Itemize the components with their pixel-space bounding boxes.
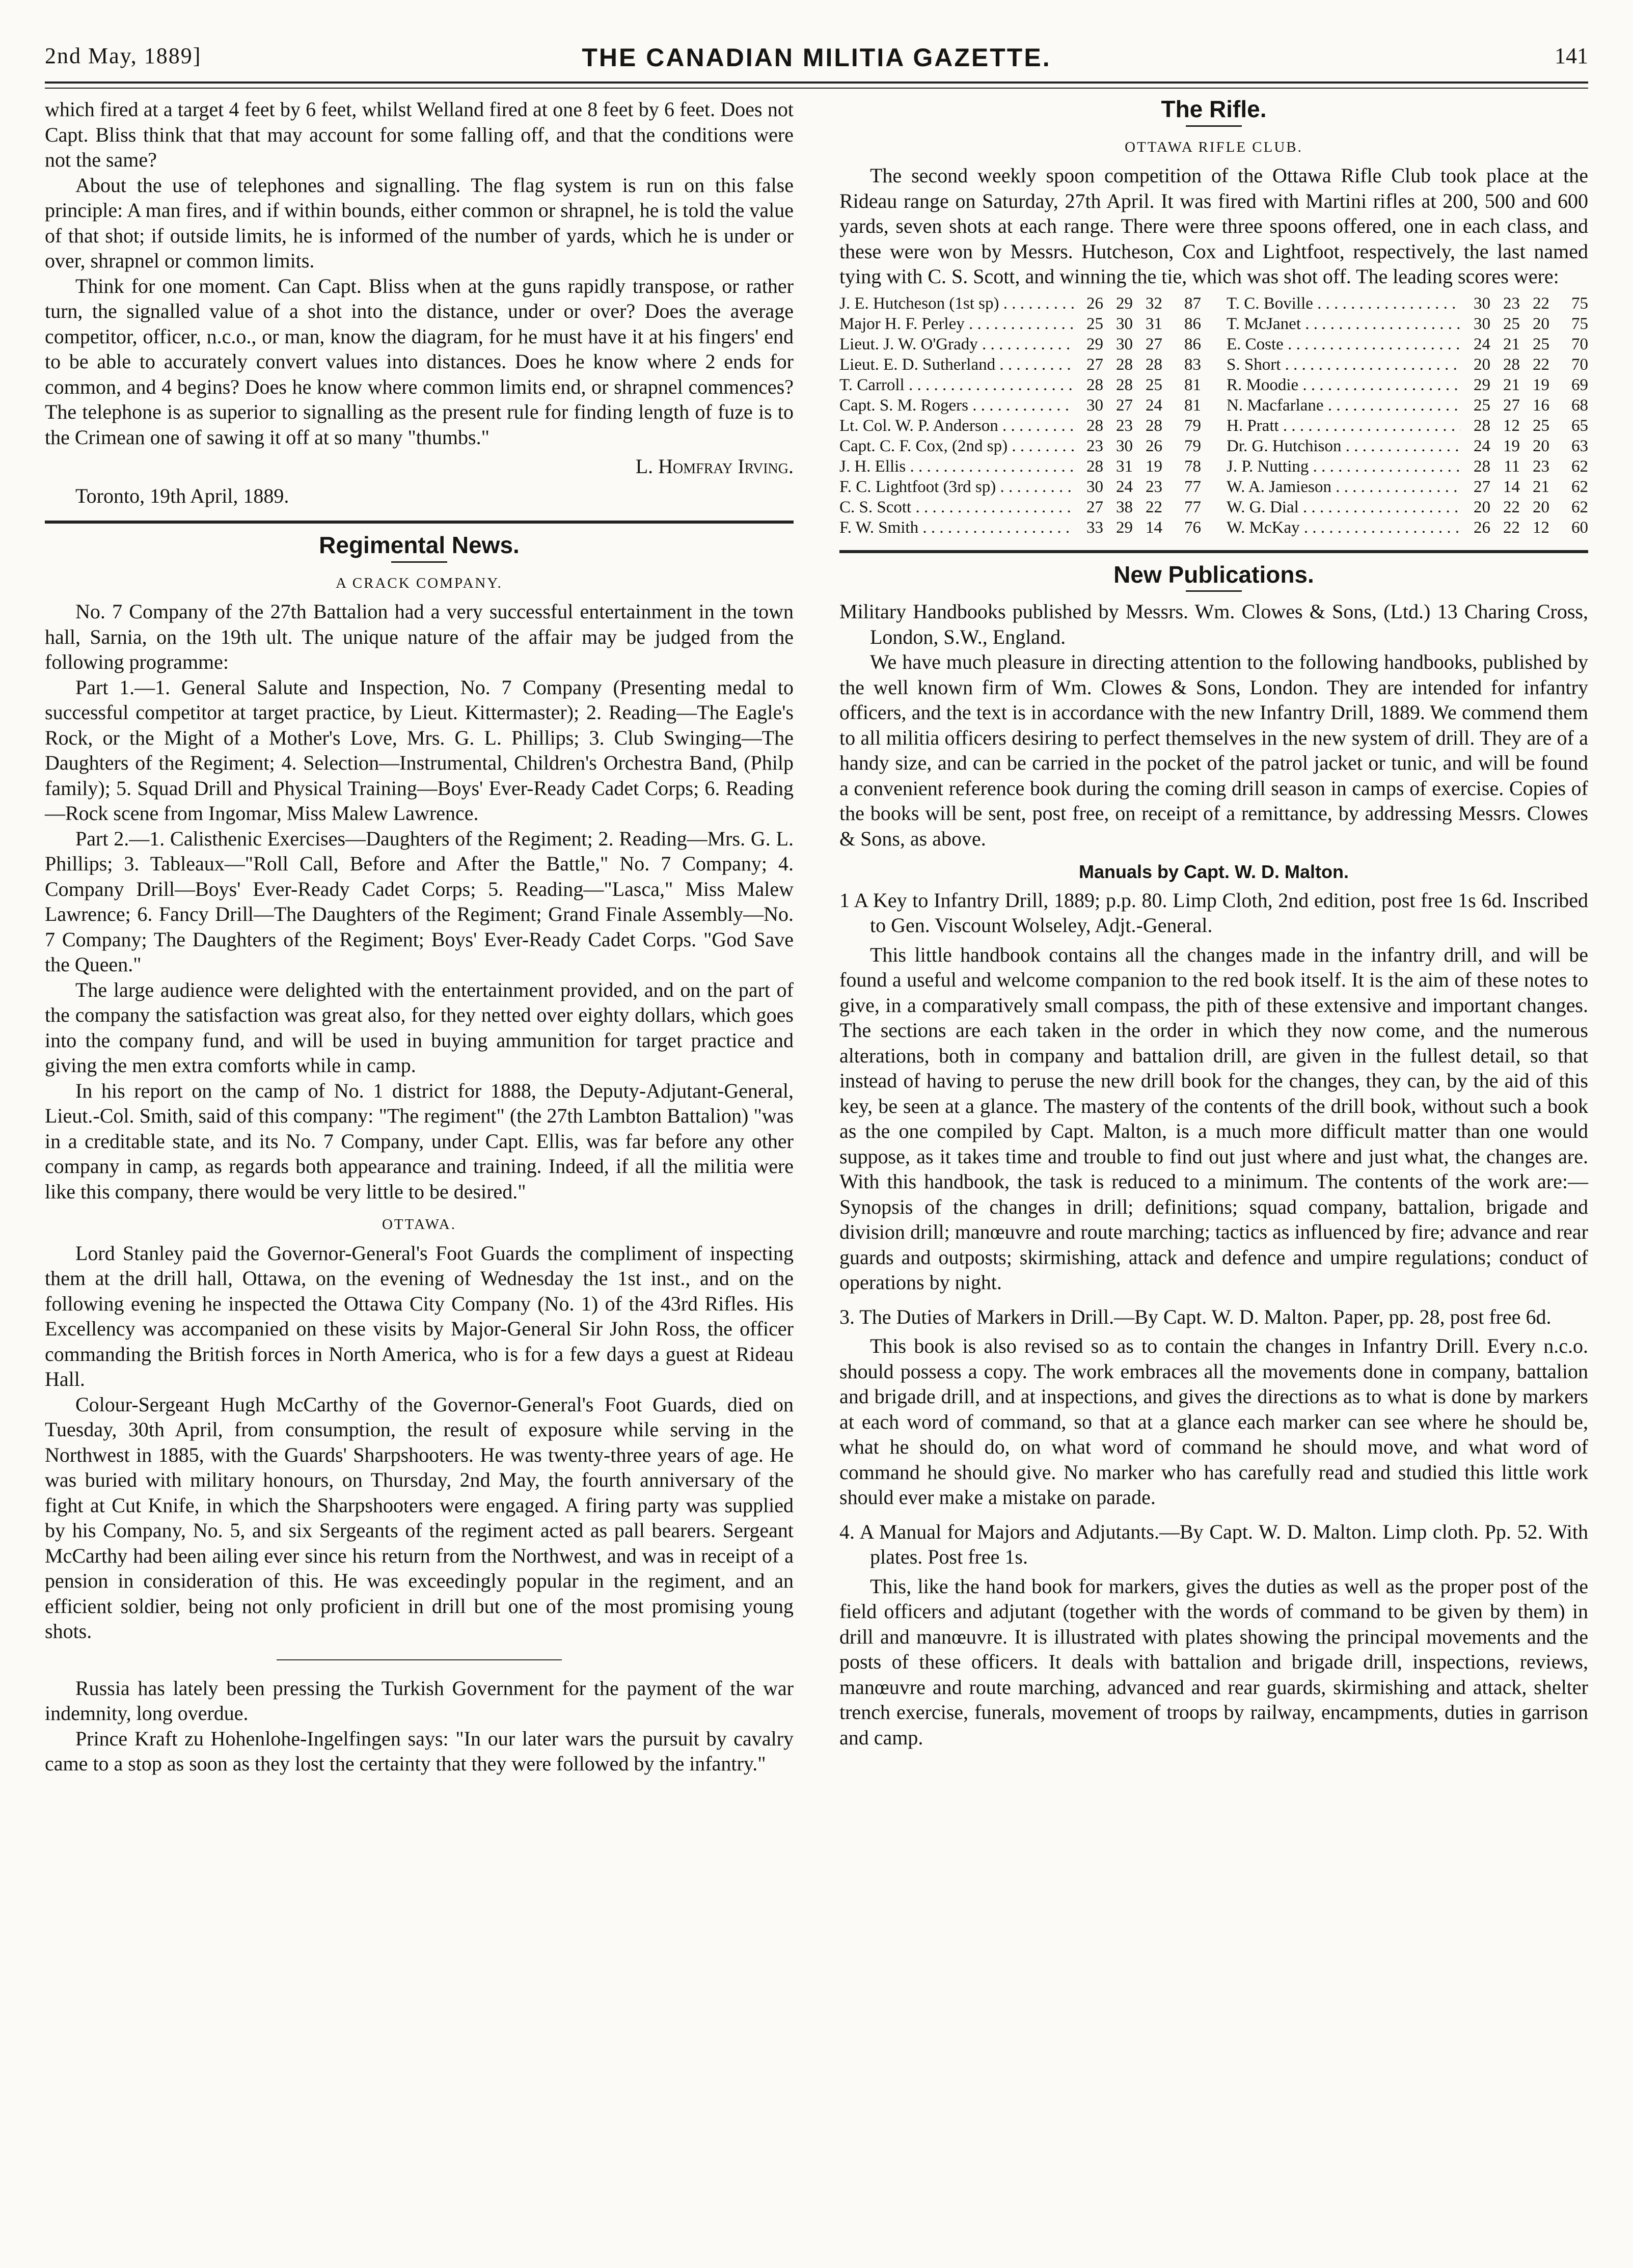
score-total: 62 xyxy=(1571,498,1588,516)
score-600: 12 xyxy=(1533,518,1549,537)
score-row xyxy=(1227,354,1588,375)
score-500: 30 xyxy=(1116,335,1133,353)
score-600: 23 xyxy=(1533,457,1549,476)
score-200: 27 xyxy=(1086,355,1103,374)
article-paragraph: No. 7 Company of the 27th Battalion had a very successful entertainment in the town hall, Sarnia, on the 19th ult. The unique nature of the affair may be judged from the following programme: xyxy=(45,600,794,673)
score-total: 65 xyxy=(1571,416,1588,435)
score-500: 23 xyxy=(1503,294,1520,313)
score-600: 16 xyxy=(1533,396,1549,415)
masthead-title: THE CANADIAN MILITIA GAZETTE. xyxy=(582,43,1051,72)
score-200: 26 xyxy=(1474,518,1490,537)
score-row xyxy=(1227,517,1588,538)
score-500: 38 xyxy=(1116,498,1133,516)
score-total: 77 xyxy=(1184,498,1201,516)
header-rule-thick xyxy=(45,81,1588,84)
score-total: 62 xyxy=(1571,477,1588,496)
score-row xyxy=(839,334,1201,354)
score-500: 24 xyxy=(1116,477,1133,496)
score-total: 63 xyxy=(1571,436,1588,455)
article-paragraph: The large audience were delighted with the entertainment provided, and on the part of the company the satisfaction was great also, for they netted over eighty dollars, which goes into the company fund, and will be used in buying ammunition for target practice and giving the men extra comforts while in camp. xyxy=(45,978,794,1077)
score-row xyxy=(1227,395,1588,416)
shooter-name: F. W. Smith . . . xyxy=(839,517,1074,538)
score-total: 62 xyxy=(1571,457,1588,476)
subhead-crack-company: A CRACK COMPANY. xyxy=(336,575,503,591)
score-row xyxy=(839,497,1201,517)
score-600: 24 xyxy=(1146,396,1162,415)
letter-signature: L. Homfray Irving. xyxy=(635,455,794,478)
score-row xyxy=(839,436,1201,456)
score-total: 60 xyxy=(1571,518,1588,537)
section-title-rifle: The Rifle. xyxy=(1161,96,1267,122)
score-200: 28 xyxy=(1474,457,1490,476)
shooter-name: H. Pratt . . . xyxy=(1227,416,1461,436)
shooter-name: T. C. Boville . . . xyxy=(1227,293,1461,314)
score-200: 28 xyxy=(1474,416,1490,435)
score-600: 25 xyxy=(1533,416,1549,435)
score-total: 86 xyxy=(1184,314,1201,333)
score-500: 25 xyxy=(1503,314,1520,333)
right-column xyxy=(839,97,1588,1750)
score-total: 81 xyxy=(1184,375,1201,394)
book-listing: 1 A Key to Infantry Drill, 1889; p.p. 80. Limp Cloth, 2nd edition, post free 1s 6d. Inscribed to Gen. Viscount Wolseley, Adjt.-General. xyxy=(839,888,1588,937)
gazette-page xyxy=(45,40,1588,2240)
score-200: 24 xyxy=(1474,335,1490,353)
score-200: 23 xyxy=(1086,436,1103,455)
score-200: 29 xyxy=(1086,335,1103,353)
score-row xyxy=(1227,334,1588,354)
score-600: 20 xyxy=(1533,498,1549,516)
score-200: 30 xyxy=(1474,314,1490,333)
score-total: 70 xyxy=(1571,355,1588,374)
score-200: 28 xyxy=(1086,375,1103,394)
news-paragraph: Prince Kraft zu Hohenlohe-Ingelfingen says: "In our later wars the pursuit by cavalry came to a stop as soon as they lost the certainty that they were followed by the infantry." xyxy=(45,1727,794,1775)
score-total: 77 xyxy=(1184,477,1201,496)
article-separator xyxy=(277,1659,562,1660)
shooter-name: Lieut. E. D. Sutherland . . . xyxy=(839,354,1074,375)
left-column xyxy=(45,97,794,1777)
shooter-name: R. Moodie . . . xyxy=(1227,375,1461,395)
score-200: 30 xyxy=(1086,477,1103,496)
article-paragraph: Colour-Sergeant Hugh McCarthy of the Governor-General's Foot Guards, died on Tuesday, 30th April, from consumption, the result of exposure while serving in the Northwest in 1885, with the Guards' Sharpshooters. He was twenty-three years of age. He was buried with military honours, on Thursday, 2nd May, the fourth anniversary of the fight at Cut Knife, in which the Sharpshooters were engaged. A firing party was supplied by his Company, No. 5, and six Sergeants of the regiment acted as pall bearers. Sergeant McCarthy had been ailing ever since his return from the Northwest, and was in receipt of a pension in consideration of this. He was exceedingly popular in the regiment, and an efficient soldier, being not only proficient in drill but one of the most promising young shots. xyxy=(45,1392,794,1643)
subhead-ottawa-rifle-club: OTTAWA RIFLE CLUB. xyxy=(1125,139,1303,155)
score-total: 79 xyxy=(1184,436,1201,455)
score-row xyxy=(1227,456,1588,477)
score-500: 23 xyxy=(1116,416,1133,435)
shooter-name: Major H. F. Perley . . . xyxy=(839,314,1074,334)
subhead-manuals: Manuals by Capt. W. D. Malton. xyxy=(1078,861,1349,882)
score-total: 79 xyxy=(1184,416,1201,435)
score-600: 28 xyxy=(1146,416,1162,435)
score-row xyxy=(839,517,1201,538)
shooter-name: C. S. Scott . . . xyxy=(839,497,1074,517)
score-200: 24 xyxy=(1474,436,1490,455)
shooter-name: J. E. Hutcheson (1st sp) . . . xyxy=(839,293,1074,314)
page-header xyxy=(45,40,1588,86)
score-200: 28 xyxy=(1086,457,1103,476)
title-dash xyxy=(1186,590,1242,592)
score-row xyxy=(1227,497,1588,517)
article-paragraph: Lord Stanley paid the Governor-General's Foot Guards the compliment of inspecting them at the drill hall, Ottawa, on the evening of Wednesday the 1st inst., and on the following evening he inspected the Ottawa City Company (No. 1) of the 43rd Rifles. His Excellency was accompanied on these visits by Major-General Sir John Ross, the officer commanding the British forces in North America, who is for a few days a guest at Rideau Hall. xyxy=(45,1241,794,1390)
score-600: 14 xyxy=(1146,518,1162,537)
score-500: 21 xyxy=(1503,335,1520,353)
score-600: 25 xyxy=(1146,375,1162,394)
section-title-regimental: Regimental News. xyxy=(319,532,520,558)
article-paragraph: In his report on the camp of No. 1 district for 1888, the Deputy-Adjutant-General, Lieut.-Col. Smith, said of this company: "The regiment" (the 27th Lambton Battalion) "was in a creditable state, and its No. 7 Company, under Capt. Ellis, was far before any other company in camp, as regards both appearance and training. Indeed, if all the militia were like this company, there would be very little to be desired." xyxy=(45,1079,794,1203)
score-600: 20 xyxy=(1533,436,1549,455)
title-dash xyxy=(391,561,447,563)
shooter-name: T. Carroll . . . xyxy=(839,375,1074,395)
score-500: 19 xyxy=(1503,436,1520,455)
score-row xyxy=(1227,314,1588,334)
shooter-name: W. A. Jamieson . . . xyxy=(1227,477,1461,497)
publisher-line: Military Handbooks published by Messrs. Wm. Clowes & Sons, (Ltd.) 13 Charing Cross, London, S.W., England. xyxy=(839,600,1588,648)
shooter-name: S. Short . . . xyxy=(1227,354,1461,375)
letter-place-date: Toronto, 19th April, 1889. xyxy=(75,484,289,507)
score-row xyxy=(1227,436,1588,456)
article-paragraph: The second weekly spoon competition of the Ottawa Rifle Club took place at the Rideau range on Saturday, 27th April. It was fired with Martini rifles at 200, 500 and 600 yards, seven shots at each range. There were three spoons offered, one in each class, and these were won by Messrs. Hutcheson, Cox and Lightfoot, respectively, the last named tying with C. S. Scott, and winning the tie, which was shot off. The leading scores were: xyxy=(839,164,1588,288)
score-row xyxy=(839,416,1201,436)
score-600: 25 xyxy=(1533,335,1549,353)
shooter-name: J. H. Ellis . . . xyxy=(839,456,1074,477)
score-600: 23 xyxy=(1146,477,1162,496)
score-500: 22 xyxy=(1503,498,1520,516)
score-500: 11 xyxy=(1504,457,1520,476)
score-total: 81 xyxy=(1184,396,1201,415)
score-200: 26 xyxy=(1086,294,1103,313)
book-listing: 4. A Manual for Majors and Adjutants.—By Capt. W. D. Malton. Limp cloth. Pp. 52. With plates. Post free 1s. xyxy=(839,1520,1588,1568)
score-row xyxy=(1227,477,1588,497)
score-200: 28 xyxy=(1086,416,1103,435)
section-rule xyxy=(839,550,1588,553)
score-600: 19 xyxy=(1533,375,1549,394)
book-listing: 3. The Duties of Markers in Drill.—By Capt. W. D. Malton. Paper, pp. 28, post free 6d. xyxy=(839,1305,1552,1328)
shooter-name: Capt. C. F. Cox, (2nd sp) . . . xyxy=(839,436,1074,456)
shooter-name: N. Macfarlane . . . xyxy=(1227,395,1461,416)
score-600: 26 xyxy=(1146,436,1162,455)
score-total: 75 xyxy=(1571,314,1588,333)
score-500: 28 xyxy=(1116,375,1133,394)
score-row xyxy=(839,395,1201,416)
score-500: 27 xyxy=(1116,396,1133,415)
score-600: 27 xyxy=(1146,335,1162,353)
letter-paragraph: which fired at a target 4 feet by 6 feet, whilst Welland fired at one 8 feet by 6 feet. Does not Capt. Bliss think that that may account for some falling off, and that the conditions were not the same? xyxy=(45,98,794,171)
score-500: 14 xyxy=(1503,477,1520,496)
letter-paragraph: About the use of telephones and signalling. The flag system is run on this false principle: A man fires, and if within bounds, either common or shrapnel, he is told the value of that shot; if outside limits, he is informed of the number of yards, which he is under or over, shrapnel or common limits. xyxy=(45,173,794,272)
score-500: 21 xyxy=(1503,375,1520,394)
score-200: 27 xyxy=(1474,477,1490,496)
score-row xyxy=(839,477,1201,497)
score-total: 76 xyxy=(1184,518,1201,537)
article-paragraph: Part 1.—1. General Salute and Inspection, No. 7 Company (Presenting medal to successful competitor at target practice, by Lieut. Kittermaster); 2. Reading—The Eagle's Rock, or the Might of a Mother's Love, Mrs. G. L. Phillips; 3. Club Swinging—The Daughters of the Regiment; 4. Selection—Instrumental, Children's Orchestra Band, (Philp family); 5. Squad Drill and Physical Training—Boys' Ever-Ready Cadet Corps; 6. Reading—Rock scene from Ingomar, Miss Malew Lawrence. xyxy=(45,675,794,825)
score-200: 29 xyxy=(1474,375,1490,394)
shooter-name: J. P. Nutting . . . xyxy=(1227,456,1461,477)
book-description: This little handbook contains all the changes made in the infantry drill, and will be found a useful and welcome companion to the red book itself. It is the aim of these notes to give, in a comparatively small compass, the pith of these extensive and important changes. The sections are each taken in the order in which they now come, and the numerous alterations, both in company and battalion drill, are given in the fullest detail, so that instead of having to peruse the new drill book for the changes, they can, by the aid of this key, be seen at a glance. The mastery of the contents of the drill book, without such a book as the one compiled by Capt. Malton, is a much more difficult matter than one would suppose, as it takes time and trouble to find out just where and just what, the changes are. With this handbook, the task is reduced to a minimum. The contents of the work are:—Synopsis of the changes in drill; definitions; squad company, battalion, brigade and division drill; manœuvre and route marching; tactics as influenced by fire; advance and rear guards and outposts; skirmishing, attack and defence and umpire regulations; conduct of operations by night. xyxy=(839,943,1588,1294)
scores-table xyxy=(839,293,1588,538)
shooter-name: T. McJanet . . . xyxy=(1227,314,1461,334)
score-200: 25 xyxy=(1086,314,1103,333)
article-paragraph: We have much pleasure in directing attention to the following handbooks, published by the well known firm of Wm. Clowes & Sons, London. They are intended for infantry officers, and the text is in accordance with the new Infantry Drill, 1889. We commend them to all militia officers desiring to perfect themselves in the new system of drill. They are of a handy size, and can be carried in the pocket of the patrol jacket or tunic, and will be found a convenient reference book during the coming drill season in camps of exercise. Copies of the books will be sent, post free, on receipt of a remittance, by addressing Messrs. Clowes & Sons, as above. xyxy=(839,650,1588,850)
book-description: This book is also revised so as to contain the changes in Infantry Drill. Every n.c.o. should possess a copy. The work embraces all the movements done in company, battalion and brigade drill, and at inspections, and gives the directions as to what is done by markers at each word of command, so that at a glance each marker can see where he should be, what he should do, on what word of command he should move, and what word of command he should give. No marker who has carefully read and studied this little work should ever make a mistake on parade. xyxy=(839,1334,1588,1509)
shooter-name: W. McKay . . . xyxy=(1227,517,1461,538)
score-total: 68 xyxy=(1571,396,1588,415)
score-total: 87 xyxy=(1184,294,1201,313)
shooter-name: W. G. Dial . . . xyxy=(1227,497,1461,517)
letter-paragraph: Think for one moment. Can Capt. Bliss when at the guns rapidly transpose, or rather turn, the signalled value of a shot into the distance, under or over? Does the average competitor, officer, n.c.o., or man, know the diagram, for he must have it at his fingers' end to be able to accurately convert values into distances. Does he know where 2 ends for common, and 4 begins? Does he know where common limits end, or shrapnel commences? The telephone is as superior to signalling as the present rule for finding length of fuze is to the Crimean one of sawing it off at so many "thumbs." xyxy=(45,274,794,449)
score-500: 22 xyxy=(1503,518,1520,537)
score-600: 22 xyxy=(1533,294,1549,313)
score-200: 25 xyxy=(1474,396,1490,415)
score-600: 31 xyxy=(1146,314,1162,333)
score-total: 78 xyxy=(1184,457,1201,476)
score-total: 86 xyxy=(1184,335,1201,353)
score-row xyxy=(839,314,1201,334)
shooter-name: E. Coste . . . xyxy=(1227,334,1461,354)
score-500: 29 xyxy=(1116,294,1133,313)
score-500: 28 xyxy=(1116,355,1133,374)
score-600: 20 xyxy=(1533,314,1549,333)
shooter-name: Lieut. J. W. O'Grady . . . xyxy=(839,334,1074,354)
score-row xyxy=(1227,375,1588,395)
score-row xyxy=(839,293,1201,314)
score-500: 30 xyxy=(1116,436,1133,455)
score-row xyxy=(839,375,1201,395)
score-row xyxy=(1227,293,1588,314)
title-dash xyxy=(1186,125,1242,127)
score-600: 28 xyxy=(1146,355,1162,374)
score-500: 12 xyxy=(1503,416,1520,435)
article-paragraph: Part 2.—1. Calisthenic Exercises—Daughters of the Regiment; 2. Reading—Mrs. G. L. Phillips; 3. Tableaux—"Roll Call, Before and After the Battle," No. 7 Company; 4. Company Drill—Boys' Ever-Ready Cadet Corps; 5. Reading—"Lasca," Miss Malew Lawrence; 6. Fancy Drill—The Daughters of the Regiment; Grand Finale Assembly—No. 7 Company; The Daughters of the Regiment; Boys' Ever-Ready Cadet Corps. "God Save the Queen." xyxy=(45,827,794,976)
shooter-name: Lt. Col. W. P. Anderson . . . xyxy=(839,416,1074,436)
score-600: 22 xyxy=(1146,498,1162,516)
score-500: 27 xyxy=(1503,396,1520,415)
score-row xyxy=(1227,416,1588,436)
score-200: 33 xyxy=(1086,518,1103,537)
score-row xyxy=(839,354,1201,375)
score-200: 20 xyxy=(1474,355,1490,374)
score-500: 29 xyxy=(1116,518,1133,537)
score-500: 30 xyxy=(1116,314,1133,333)
score-600: 32 xyxy=(1146,294,1162,313)
score-600: 19 xyxy=(1146,457,1162,476)
section-rule xyxy=(45,521,794,524)
scores-column-left xyxy=(839,293,1201,538)
shooter-name: F. C. Lightfoot (3rd sp) . . . xyxy=(839,477,1074,497)
subhead-ottawa: OTTAWA. xyxy=(382,1216,457,1233)
score-600: 22 xyxy=(1533,355,1549,374)
shooter-name: Capt. S. M. Rogers . . . xyxy=(839,395,1074,416)
book-description: This, like the hand book for markers, gives the duties as well as the proper post of the field officers and adjutant (together with the words of command to be given by them) in drill and manœuvre. It is illustrated with plates showing the principal movements and the posts of these officers. It deals with battalion and brigade drill, inspections, reviews, manœuvre and route marching, advanced and rear guards, skirmishing and attack, shelter trench exercise, funerals, movement of troops by railway, encampments, duties in garrison and camp. xyxy=(839,1574,1588,1749)
score-500: 31 xyxy=(1116,457,1133,476)
header-rule-thin xyxy=(45,88,1588,89)
score-200: 20 xyxy=(1474,498,1490,516)
score-200: 27 xyxy=(1086,498,1103,516)
section-title-publications: New Publications. xyxy=(1113,561,1314,588)
score-row xyxy=(839,456,1201,477)
score-500: 28 xyxy=(1503,355,1520,374)
score-total: 83 xyxy=(1184,355,1201,374)
score-total: 69 xyxy=(1571,375,1588,394)
news-paragraph: Russia has lately been pressing the Turkish Government for the payment of the war indemnity, long overdue. xyxy=(45,1676,794,1725)
score-200: 30 xyxy=(1474,294,1490,313)
score-total: 75 xyxy=(1571,294,1588,313)
score-200: 30 xyxy=(1086,396,1103,415)
score-600: 21 xyxy=(1533,477,1549,496)
issue-date: 2nd May, 1889] xyxy=(45,43,202,68)
shooter-name: Dr. G. Hutchison . . . xyxy=(1227,436,1461,456)
score-total: 70 xyxy=(1571,335,1588,353)
page-number: 141 xyxy=(1555,43,1588,68)
scores-column-right xyxy=(1227,293,1588,538)
